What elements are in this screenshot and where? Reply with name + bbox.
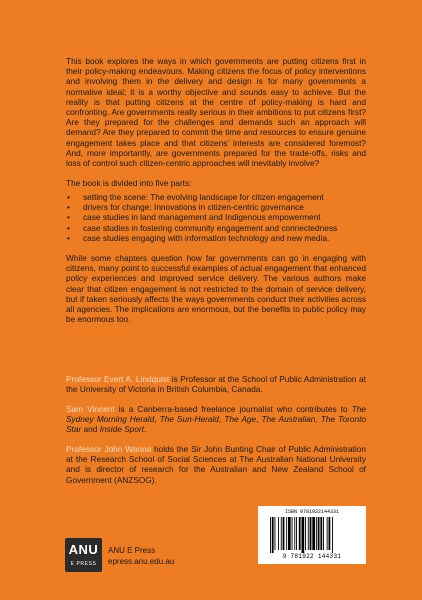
closing-paragraph: While some chapters question how far governments can go in engaging with citizens, many point to successful examples of actual engagement that enhanced policy experiences and improved service delivery. The various authors make clear that citizen engagement is not restricted to the domain of service delivery, but if taken seriously affects the ways governments conduct their activities across all agencies. The implications are enormous, but the benefits to public policy may be enormous too. (66, 252, 366, 325)
blurb (66, 56, 366, 334)
publisher-url[interactable]: epress.anu.edu.au (108, 557, 175, 566)
bullet-icon: • (67, 202, 70, 213)
publisher-info (108, 545, 174, 567)
author-name: Sam Vincent (66, 403, 115, 414)
barcode-icon (270, 517, 354, 553)
bullet-icon: • (67, 191, 70, 202)
isbn-barcode (258, 506, 366, 564)
isbn-digits: 9 781922 144331 (282, 553, 342, 560)
author-name: Professor Evert A. Lindquist (66, 374, 170, 384)
parts-intro: The book is divided into five parts: (66, 177, 192, 188)
bio-wanna: Professor John Wanna holds the Sir John Bunting Chair of Public Administration at the Research School of Social Sciences at The Australian National University and is director of research for the Australian and New Zealand School of Government (ANZSOG). (66, 444, 367, 485)
bio-vincent: Sam Vincent is a Canberra-based freelance journalist who contributes to The Sydney Morning Herald, The Sun-Herald, The Age, The Australian, The Toronto Star and Inside Sport. (66, 403, 367, 435)
bullet-icon: • (67, 212, 70, 223)
author-name: Professor John Wanna (66, 444, 152, 455)
parts-list (66, 192, 366, 243)
author-bios (66, 374, 366, 494)
list-item: • case studies engaging with information technology and new media. (67, 232, 330, 243)
list-item: • setting the scene: The evolving landscape for citizen engagement (67, 191, 324, 202)
publisher-name: ANU E Press (108, 546, 156, 555)
list-item: • case studies in land management and Indigenous empowerment (67, 212, 321, 223)
bullet-icon: • (67, 232, 70, 243)
bullet-icon: • (67, 222, 70, 233)
intro-paragraph: This book explores the ways in which governments are putting citizens first in their policy-making endeavours. Making citizens the focus of policy interventions and involving them in the delivery and design is for many governments a normative ideal; it is a worthy objective and sounds easy to achieve. But the reality is that putting citizens at the centre of policy-making is hard and confronting. Are governments really serious in their ambitions to put citizens first? Are they prepared for the challenges and demands such an approach will demand? Are they prepared to commit the time and resources to ensure genuine engagement takes place and that citizens’ interests are considered foremost? And, more importantly, are governments prepared for the trade-offs, risks and loss of control such citizen-centric approaches will inevitably involve? (66, 56, 366, 169)
isbn-label: ISBN 9781922144331 (284, 509, 339, 515)
list-item: • case studies in fostering community engagement and connectedness (67, 222, 338, 233)
list-item: • drivers for change: Innovations in citizen-centric governance (67, 202, 304, 213)
bio-lindquist: Professor Evert A. Lindquist is Professor at the School of Public Administration at the University of Victoria in British Columbia, Canada. (66, 374, 366, 395)
anu-epress-logo: ANU E PRESS (65, 538, 102, 572)
